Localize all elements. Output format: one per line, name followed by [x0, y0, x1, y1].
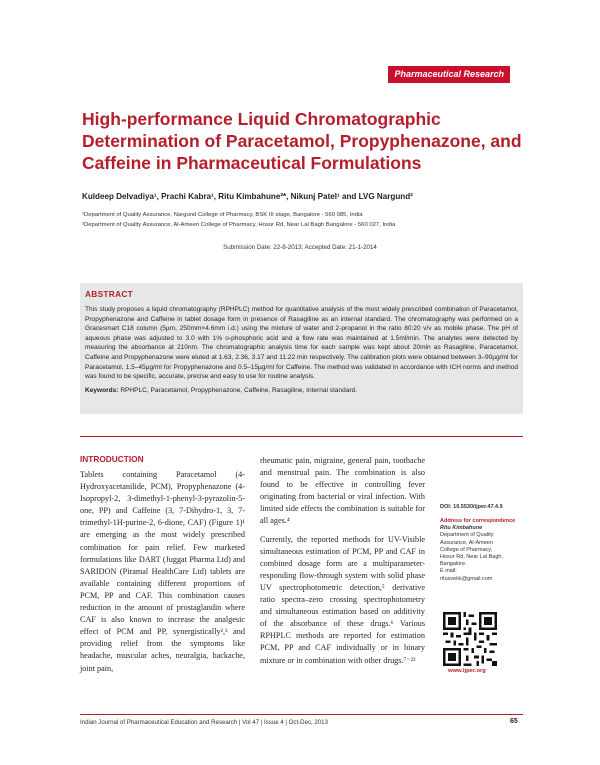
email-label: E mail: — [440, 568, 457, 575]
journal-citation: Indian Journal of Pharmaceutical Education and Research | Vol 47 | Issue 4 | Oct-Dec, 2013 — [80, 719, 328, 726]
abstract-text: This study proposes a liquid chromatography (RPHPLC) method for quantitative analysis of the most widely prescribed combination of Paracetamol, Propyphenazone and Caffeine in tablet dosage form in presence of Rasagiline as an internal standard. The chromatography was performed on a Gracesmart C18 column (5µm, 250mm×4.6mm i.d.) using the mixture of water and 2-propanol in the ratio 80:20 v/v as mobile phase. The pH of aqueous phase was adjusted to 3.0 with 1% o-phosphoric acid and a flow rate was maintained at 1.5ml/min. The analytes were detected by measuring the absorbance at 210nm. The chromatographic analysis time for each sample was kept about 20min as Rasagiline, Paracetamol, Caffeine and Propyphenazone were eluted at 1.63, 2.36, 3.17 and 11.22 min respectively. The calibration plots were obtained between 3–90µg/ml for Paracetamol, 1.5–45µg/ml for Propyphenazone and 0.5–15µg/ml for Caffeine. The method was validated in accordance with ICH norms and method was found to be specific, accurate, precise and easy to use for routine analysis. — [85, 306, 518, 381]
introduction-heading: INTRODUCTION — [80, 454, 144, 464]
intro-paragraph-2b: Currently, the reported methods for UV-Visible simultaneous estimation of PCM, PP and CAF in combined dosage form are a multiparameter-responding flow-through system with solid phase UV spectrophotometric detection,⁵ derivative ratio spectra–zero crossing spectrophotometry and simultaneous estimation based on additivity of the absorbance of these drugs.⁶ Various RPHPLC methods are reported for estimation PCM, PP and CAF individually or in binary mixture or in combination with other drugs.⁷⁻²² — [260, 534, 425, 665]
address-line: Department of Quality — [440, 532, 494, 539]
abstract-box — [80, 283, 523, 414]
address-line: Assurance, Al-Ameen — [440, 539, 493, 546]
email-address[interactable]: ritusvekk@gmail.com — [440, 575, 493, 582]
keywords — [85, 386, 518, 396]
intro-paragraph-2a: rheumatic pain, migraine, general pain, toothache and menstrual pain. The combination is also found to be effective in controlling fever originating from bacterial or viral infection. With limited side effects the combination is suitable for all ages.⁴ — [260, 456, 425, 526]
keywords-label: Keywords: — [85, 386, 119, 394]
qr-code-icon — [443, 612, 497, 666]
journal-url[interactable]: www.ijper.org — [448, 668, 486, 674]
doi[interactable]: DOI: 10.5530/ijper.47.4.9 — [440, 504, 503, 510]
affiliation-1: ¹Department of Quality Assurance, Nargund College of Pharmacy, BSK III stage, Bangalore - 560 085, India — [82, 212, 363, 218]
correspondence-block — [440, 518, 524, 583]
address-line: Bangalore. — [440, 561, 467, 568]
page-number: 65 — [510, 718, 518, 725]
section-divider — [80, 436, 523, 437]
keywords-text: RPHPLC, Paracetamol, Propyphenazone, Caffeine, Rasagiline, Internal standard. — [120, 386, 358, 394]
author-list: Kuldeep Delvadiya¹, Prachi Kabra¹, Ritu Kimbahune²*, Nikunj Patel¹ and LVG Nargund² — [82, 192, 413, 201]
section-banner: Pharmaceutical Research — [388, 66, 510, 83]
correspondent-name: Ritu Kimbahune — [440, 525, 483, 532]
intro-column-1: Tablets containing Paracetamol (4-Hydroxyacetanilide, PCM), Propyphenazone (4-Isopropyl-2, 3-dimethyl-1-phenyl-3-pyrazolin-5-one, PP) and Caffeine (3, 7-Dihydro-1, 3, 7-trimethyl-1H-purine-2, 6-dione, CAF) (Figure 1)¹ are emerging as the most widely prescribed combination for pain relief. Few marketed formulations like DART (Juggat Pharma Ltd) and SARIDON (Piramal HealthCare Ltd) tablets are available containing different proportions of PCM, PP and CAF. This combination causes reduction in the amount of prostaglandin where CAF is also known to increase the analgesic effect of PCM and PP, synergistically²,³ and providing relief from the symptoms like headache, muscular aches, neuralgia, backache, joint pain, — [80, 470, 245, 673]
correspondence-heading: Address for correspondence — [440, 518, 516, 524]
address-line: College of Pharmacy, — [440, 546, 493, 553]
footer-divider — [80, 714, 523, 715]
abstract-heading: ABSTRACT — [85, 289, 134, 299]
article-title: High-performance Liquid Chromatographic Determination of Paracetamol, Propyphenazone, and Caffeine in Pharmaceutical Formulations — [82, 109, 522, 173]
submission-dates: Submission Date: 22-8-2013; Accepted Date: 21-1-2014 — [223, 244, 377, 251]
address-line: Hosur Rd, Near Lal Bagh, — [440, 554, 503, 561]
intro-column-2 — [260, 455, 425, 667]
affiliation-2: ²Department of Quality Assurance, Al-Ameen College of Pharmacy, Hosur Rd, Near Lal Bagh Bangalore - 560 027, India — [82, 222, 396, 228]
